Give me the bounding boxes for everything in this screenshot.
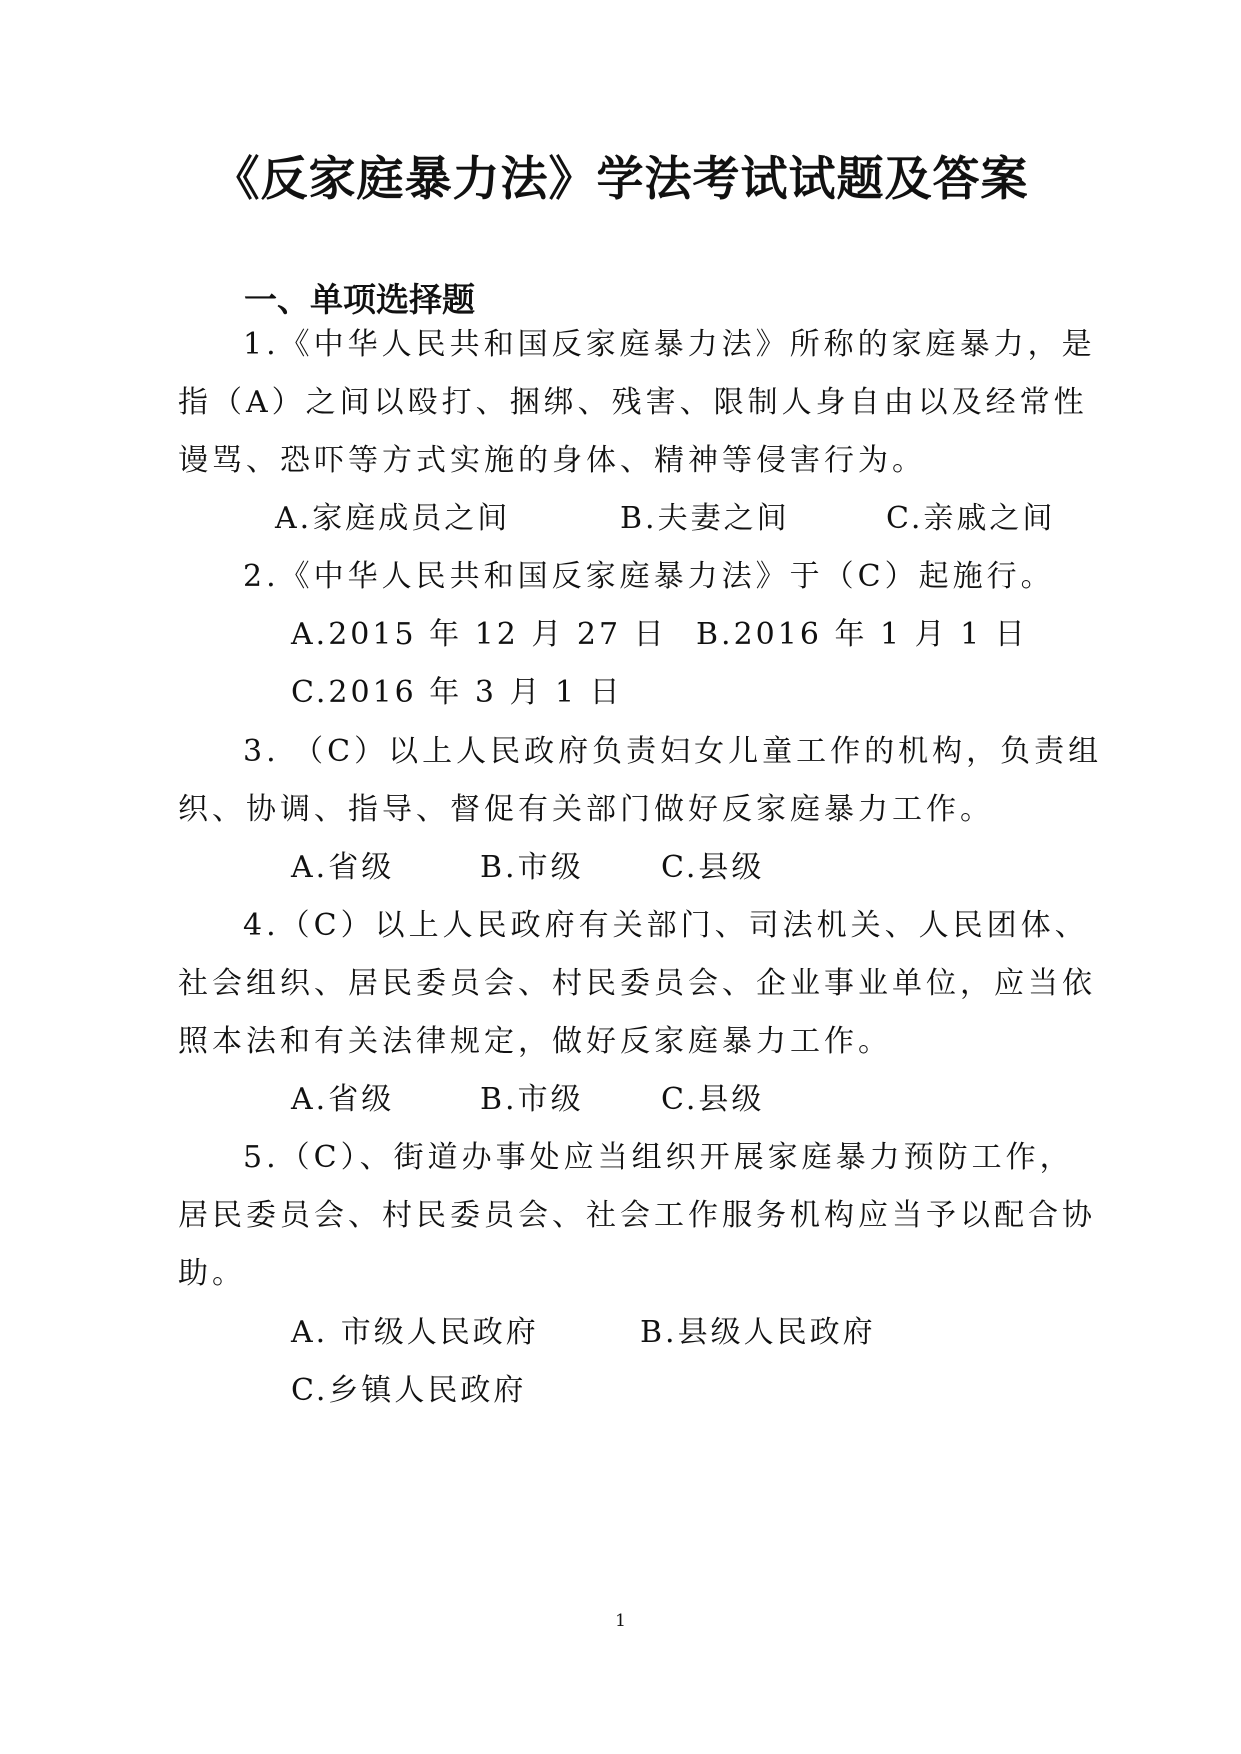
question-3-option-b: B.市级 [480, 850, 584, 885]
document-title: 《反家庭暴力法》学法考试试题及答案 [212, 152, 1029, 207]
question-5-line-3: 助。 [178, 1256, 246, 1291]
question-3-line-1: 3. （C）以上人民政府负责妇女儿童工作的机构，负责组 [243, 734, 1103, 769]
question-3-line-2: 织、协调、指导、督促有关部门做好反家庭暴力工作。 [178, 792, 994, 827]
question-4-line-3: 照本法和有关法律规定，做好反家庭暴力工作。 [178, 1024, 892, 1059]
question-2-option-c: C.2016 年 3 月 1 日 [291, 675, 623, 710]
question-1-line-2: 指（A）之间以殴打、捆绑、残害、限制人身自由以及经常性 [178, 385, 1088, 420]
question-1-line-3: 谩骂、恐吓等方式实施的身体、精神等侵害行为。 [178, 443, 926, 478]
question-1-option-c: C.亲戚之间 [886, 501, 1056, 536]
question-1-line-1: 1.《中华人民共和国反家庭暴力法》所称的家庭暴力，是 [243, 327, 1096, 362]
question-4-option-c: C.县级 [661, 1082, 765, 1117]
question-3-option-a: A.省级 [291, 850, 395, 885]
page-number: 1 [615, 1611, 626, 1631]
question-3-option-c: C.县级 [661, 850, 765, 885]
question-5-option-c: C.乡镇人民政府 [291, 1373, 527, 1408]
question-1-option-a: A.家庭成员之间 [275, 501, 511, 536]
question-4-option-a: A.省级 [291, 1082, 395, 1117]
question-2-option-a: A.2015 年 12 月 27 日 [291, 617, 667, 652]
question-4-line-1: 4.（C）以上人民政府有关部门、司法机关、人民团体、 [243, 908, 1089, 943]
section-heading: 一、单项选择题 [244, 280, 475, 319]
question-5-line-2: 居民委员会、村民委员会、社会工作服务机构应当予以配合协 [178, 1198, 1096, 1233]
question-2-line-1: 2.《中华人民共和国反家庭暴力法》于（C）起施行。 [243, 559, 1055, 594]
question-1-option-b: B.夫妻之间 [620, 501, 790, 536]
question-2-option-b: B.2016 年 1 月 1 日 [696, 617, 1028, 652]
question-5-option-a: A. 市级人民政府 [291, 1315, 539, 1350]
question-4-line-2: 社会组织、居民委员会、村民委员会、企业事业单位，应当依 [178, 966, 1096, 1001]
question-4-option-b: B.市级 [480, 1082, 584, 1117]
question-5-line-1: 5.（C）、街道办事处应当组织开展家庭暴力预防工作， [243, 1140, 1074, 1175]
question-5-option-b: B.县级人民政府 [640, 1315, 876, 1350]
